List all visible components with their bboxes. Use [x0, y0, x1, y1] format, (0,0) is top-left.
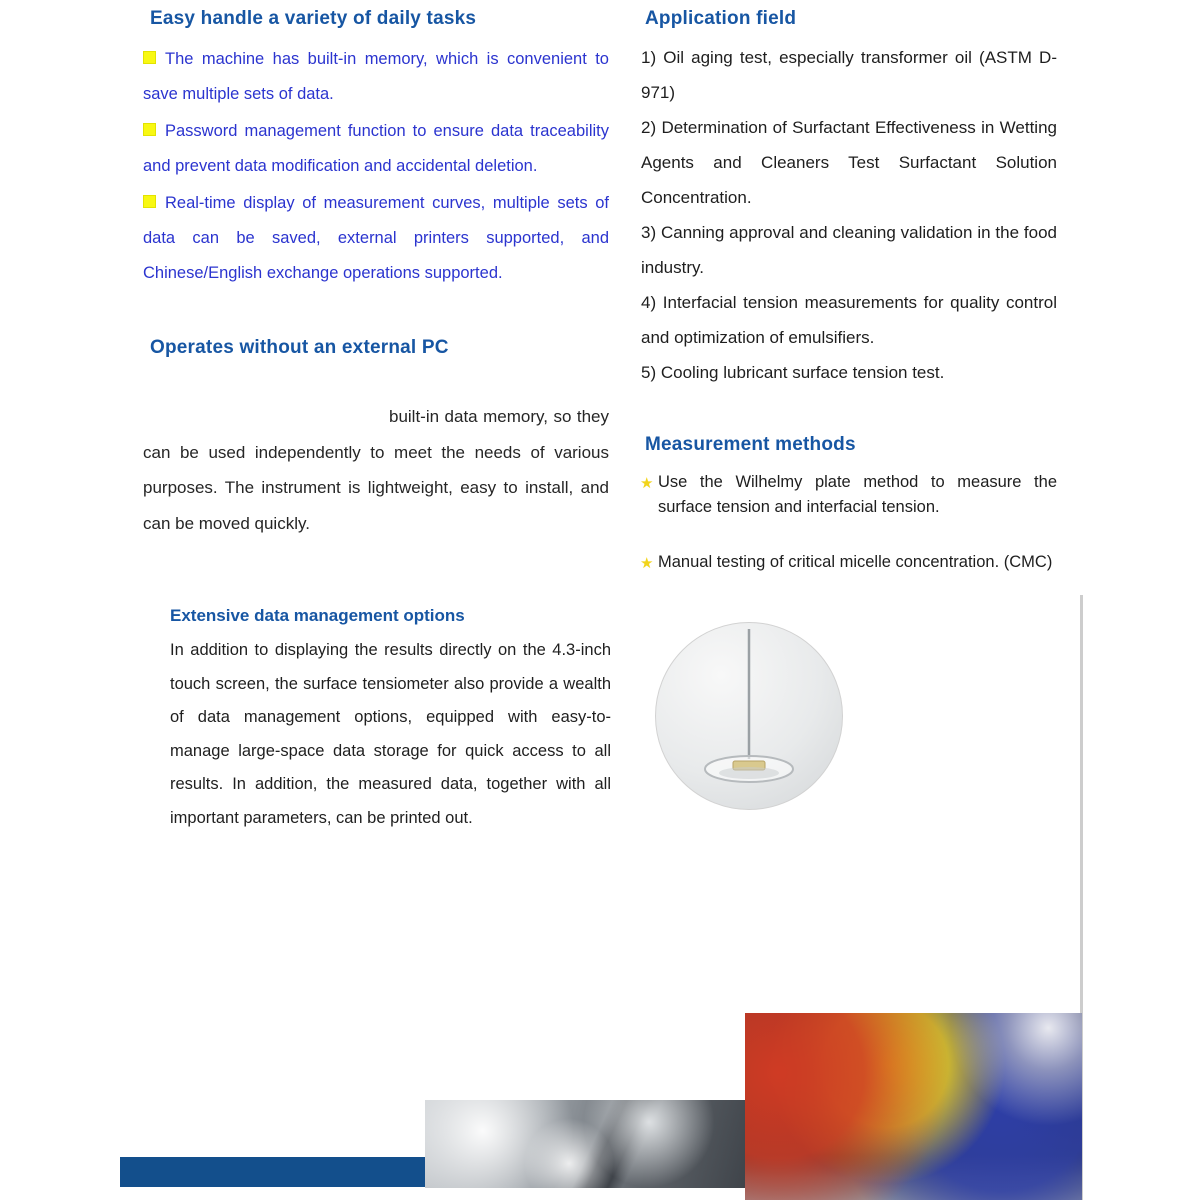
feature-bullet-text: Password management function to ensure data traceability and prevent data modification and accidental deletion. [143, 122, 609, 175]
heading-measurement-methods: Measurement methods [645, 434, 856, 455]
paragraph-no-external-pc: built-in data memory, so they can be used independently to meet the needs of various purposes. The instrument is lightweight, easy to install, and can be moved quickly. [143, 407, 609, 533]
yellow-star-icon: ★ [640, 475, 654, 492]
yellow-square-bullet-icon [143, 51, 156, 64]
yellow-square-bullet-icon [143, 195, 156, 208]
heading-data-management: Extensive data management options [170, 606, 465, 625]
application-item: 3) Canning approval and cleaning validation in the food industry. [641, 223, 1057, 277]
feature-bullet [143, 114, 609, 184]
application-item: 4) Interfacial tension measurements for quality control and optimization of emulsifiers. [641, 293, 1057, 347]
left-column [143, 8, 609, 541]
application-item: 5) Cooling lubricant surface tension test. [641, 363, 945, 382]
heading-no-external-pc: Operates without an external PC [150, 337, 449, 358]
footer-blue-bar [120, 1157, 425, 1187]
feature-bullet-text: The machine has built-in memory, which is convenient to save multiple sets of data. [143, 50, 609, 103]
heading-application-field: Application field [645, 8, 797, 29]
data-management-section [170, 606, 611, 835]
method-item-text: Use the Wilhelmy plate method to measure the surface tension and interfacial tension. [658, 473, 1057, 516]
method-item-text: Manual testing of critical micelle concentration. (CMC) [658, 553, 1053, 571]
paragraph-data-management: In addition to displaying the results directly on the 4.3-inch touch screen, the surface tensiometer also provide a wealth of data management options, equipped with easy-to-manage large-space data storage for quick access to all results. In addition, the measured data, together with all important parameters, can be printed out. [170, 641, 611, 827]
yellow-square-bullet-icon [143, 123, 156, 136]
application-item: 1) Oil aging test, especially transformer oil (ASTM D-971) [641, 48, 1057, 102]
method-item [641, 470, 1057, 520]
wilhelmy-plate-illustration [656, 623, 842, 809]
feature-bullet-text: Real-time display of measurement curves, multiple sets of data can be saved, external printers supported, and Chinese/English exchange operations supported. [143, 194, 609, 282]
application-item: 2) Determination of Surfactant Effectiveness in Wetting Agents and Cleaners Test Surfactant Solution Concentration. [641, 118, 1057, 207]
yellow-star-icon: ★ [640, 555, 654, 572]
feature-bullet [143, 186, 609, 291]
feature-bullet [143, 42, 609, 112]
industrial-machinery-photo [425, 1100, 745, 1188]
colorful-brushes-photo [745, 1013, 1082, 1200]
heading-daily-tasks: Easy handle a variety of daily tasks [150, 8, 477, 29]
right-column [641, 8, 1057, 605]
wilhelmy-plate-photo [655, 622, 843, 810]
method-item [641, 550, 1057, 575]
